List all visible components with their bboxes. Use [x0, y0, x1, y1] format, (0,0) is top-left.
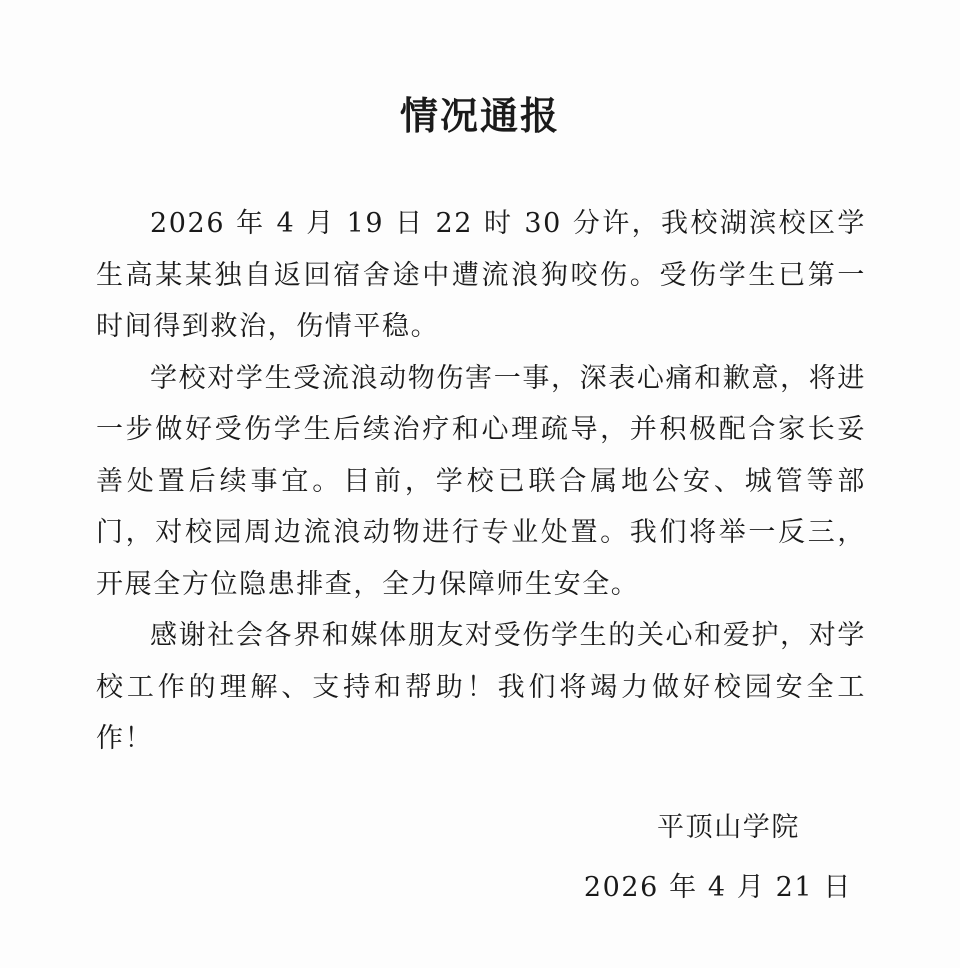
signature-organization: 平顶山学院 [657, 812, 800, 843]
document-title: 情况通报 [399, 94, 560, 138]
paragraph-thanks: 感谢社会各界和媒体朋友对受伤学生的关心和爱护，对学校工作的理解、支持和帮助！我们将竭力做好校园安全工作！ [96, 620, 866, 754]
document-body [96, 198, 866, 765]
signature-block [584, 802, 852, 914]
paragraph-response: 学校对学生受流浪动物伤害一事，深表心痛和歉意，将进一步做好受伤学生后续治疗和心理疏导，并积极配合家长妥善处置后续事宜。目前，学校已联合属地公安、城管等部门，对校园周边流浪动物进行专业处置。我们将举一反三，开展全方位隐患排查，全力保障师生安全。 [96, 362, 866, 600]
signature-date: 2026 年 4 月 21 日 [583, 872, 852, 903]
paragraph-incident: 2026 年 4 月 19 日 22 时 30 分许，我校湖滨校区学生高某某独自返回宿舍途中遭流浪狗咬伤。受伤学生已第一时间得到救治，伤情平稳。 [96, 208, 866, 342]
